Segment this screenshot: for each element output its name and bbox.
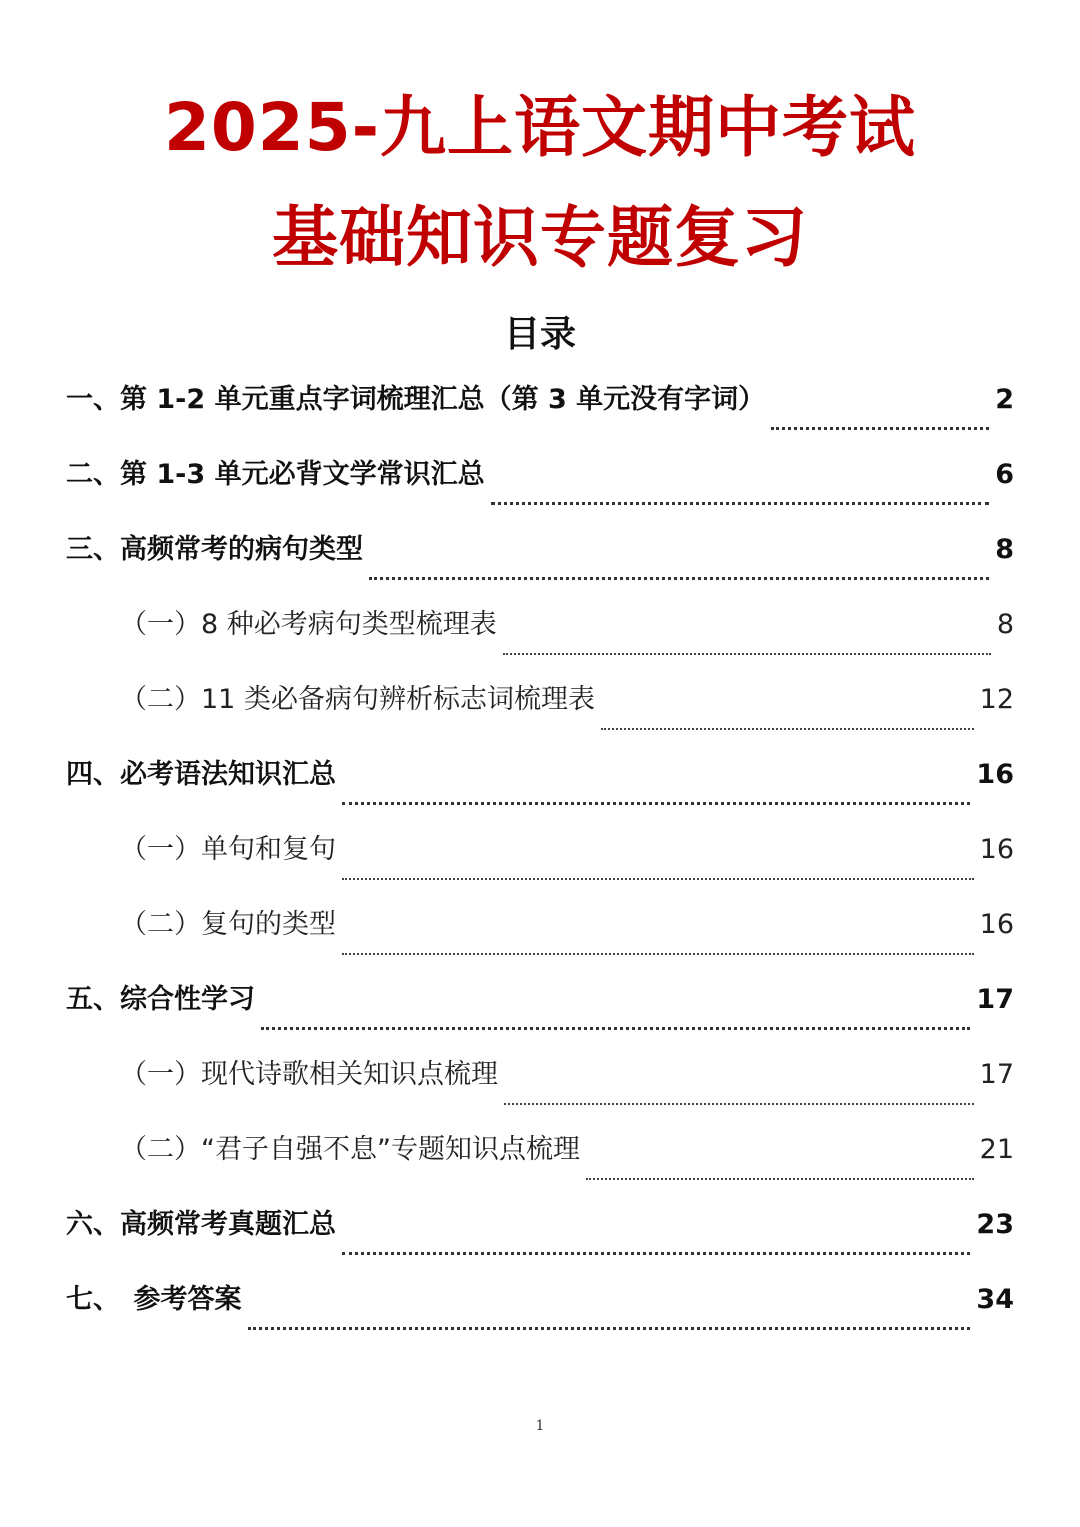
toc-leader-dots bbox=[586, 1160, 974, 1180]
toc-entry[interactable] bbox=[66, 1195, 1014, 1270]
toc-entry-page: 23 bbox=[976, 1209, 1014, 1240]
toc-entry-label: 二、第 1-3 单元必背文学常识汇总 bbox=[66, 459, 485, 490]
toc-entry[interactable] bbox=[66, 520, 1014, 595]
toc-entry-page: 16 bbox=[979, 834, 1014, 865]
toc-entry-label: 四、必考语法知识汇总 bbox=[66, 759, 336, 790]
toc-leader-dots bbox=[342, 1234, 970, 1255]
toc-entry[interactable] bbox=[66, 1270, 1014, 1345]
toc-leader-dots bbox=[369, 559, 989, 580]
toc-leader-dots bbox=[601, 710, 974, 730]
toc-entry-label: 一、第 1-2 单元重点字词梳理汇总（第 3 单元没有字词） bbox=[66, 384, 766, 415]
toc-entry-label: （一）8 种必考病句类型梳理表 bbox=[120, 609, 497, 640]
toc-entry-page: 8 bbox=[996, 609, 1014, 640]
toc-entry-page: 17 bbox=[979, 1059, 1014, 1090]
toc-subentry[interactable] bbox=[66, 595, 1014, 670]
toc-entry-page: 17 bbox=[976, 984, 1014, 1015]
toc-entry-label: 六、高频常考真题汇总 bbox=[66, 1209, 336, 1240]
toc-leader-dots bbox=[342, 860, 974, 880]
toc-entry-page: 12 bbox=[979, 684, 1014, 715]
toc-subentry[interactable] bbox=[66, 670, 1014, 745]
toc-leader-dots bbox=[771, 409, 989, 430]
toc-leader-dots bbox=[342, 784, 970, 805]
toc-entry-label: 五、综合性学习 bbox=[66, 984, 255, 1015]
toc-subentry[interactable] bbox=[66, 1120, 1014, 1195]
document-title-line-2: 基础知识专题复习 bbox=[272, 199, 808, 276]
toc-entry-label: （一）现代诗歌相关知识点梳理 bbox=[120, 1059, 498, 1090]
toc-entry-page: 8 bbox=[995, 534, 1014, 565]
toc-leader-dots bbox=[504, 1085, 974, 1105]
toc-entry-page: 2 bbox=[995, 384, 1014, 415]
toc-entry-page: 21 bbox=[979, 1134, 1014, 1165]
toc-leader-dots bbox=[248, 1309, 971, 1330]
toc-leader-dots bbox=[342, 935, 974, 955]
page-number: 1 bbox=[535, 1418, 545, 1434]
toc-entry-label: （二）复句的类型 bbox=[120, 909, 336, 940]
toc-leader-dots bbox=[503, 635, 991, 655]
toc-subentry[interactable] bbox=[66, 1045, 1014, 1120]
toc-subentry[interactable] bbox=[66, 895, 1014, 970]
toc-entry-page: 16 bbox=[976, 759, 1014, 790]
toc-entry[interactable] bbox=[66, 445, 1014, 520]
toc-entry-label: （二）“君子自强不息”专题知识点梳理 bbox=[120, 1134, 580, 1165]
toc-entry-page: 16 bbox=[979, 909, 1014, 940]
toc-entry-page: 34 bbox=[976, 1284, 1014, 1315]
toc-entry-label: 三、高频常考的病句类型 bbox=[66, 534, 363, 565]
toc-leader-dots bbox=[261, 1009, 970, 1030]
toc-subentry[interactable] bbox=[66, 820, 1014, 895]
toc-entry[interactable] bbox=[66, 370, 1014, 445]
toc-entry-label: （一）单句和复句 bbox=[120, 834, 336, 865]
toc-entry-label: （二）11 类必备病句辨析标志词梳理表 bbox=[120, 684, 595, 715]
document-title-line-1: 2025-九上语文期中考试 bbox=[163, 89, 917, 166]
table-of-contents bbox=[66, 370, 1014, 1345]
toc-entry-page: 6 bbox=[995, 459, 1014, 490]
toc-entry-label: 七、 参考答案 bbox=[66, 1284, 242, 1315]
toc-entry[interactable] bbox=[66, 745, 1014, 820]
toc-heading: 目录 bbox=[503, 314, 576, 355]
toc-leader-dots bbox=[491, 484, 990, 505]
toc-entry[interactable] bbox=[66, 970, 1014, 1045]
